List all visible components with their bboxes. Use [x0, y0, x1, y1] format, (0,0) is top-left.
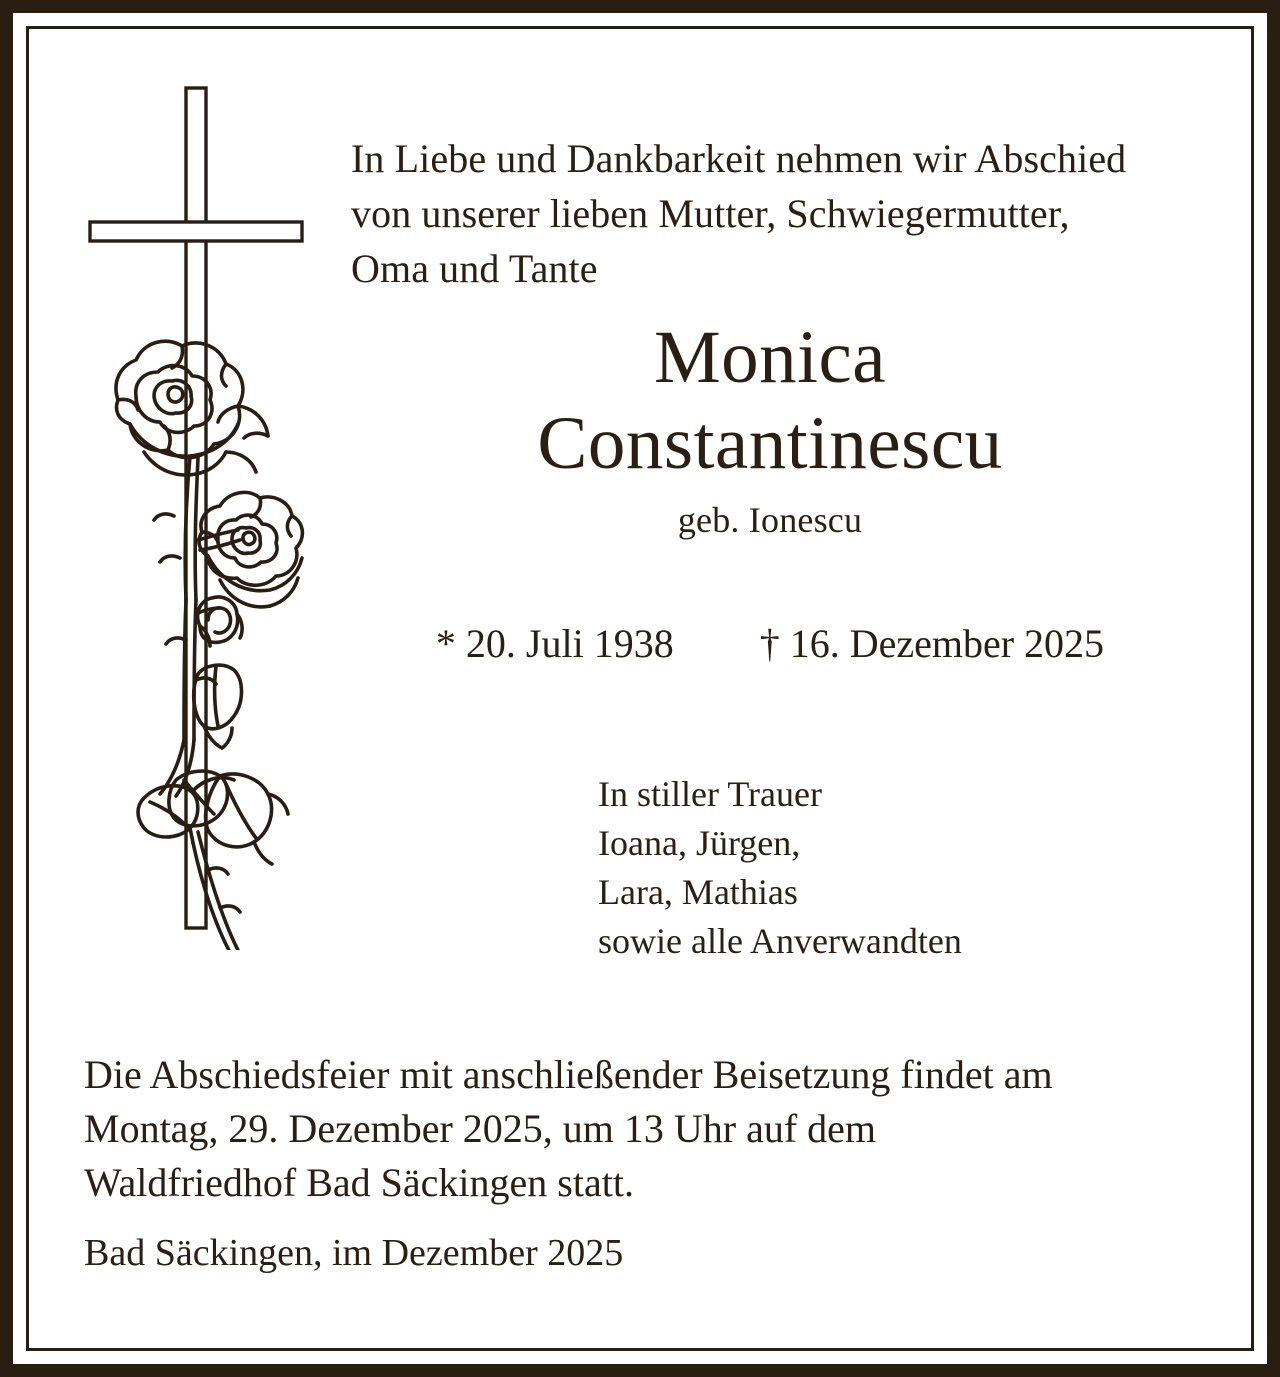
mourners-line-2: Ioana, Jürgen,: [598, 823, 801, 863]
rose-icon: [116, 341, 302, 950]
ceremony-line-1: Die Abschiedsfeier mit anschließender Beisetzung findet am: [84, 1052, 1053, 1097]
maiden-name: geb. Ionescu: [677, 500, 863, 540]
deceased-name-block: [330, 316, 1210, 546]
mourners-line-3: Lara, Mathias: [598, 872, 798, 912]
mourners-line-1: In stiller Trauer: [598, 774, 822, 814]
intro-text: [351, 131, 1231, 296]
mourners-line-4: sowie alle Anverwandten: [598, 921, 962, 961]
intro-line-3: Oma und Tante: [351, 246, 598, 291]
ceremony-details: [84, 1048, 1194, 1210]
family-name: Constantinescu: [537, 402, 1003, 485]
mourners-block: [598, 770, 962, 966]
intro-line-1: In Liebe und Dankbarkeit nehmen wir Abschied: [351, 136, 1127, 181]
cross-and-roses-illustration: [80, 80, 330, 950]
ceremony-line-3: Waldfriedhof Bad Säckingen statt.: [84, 1160, 634, 1205]
ceremony-line-2: Montag, 29. Dezember 2025, um 13 Uhr auf dem: [84, 1106, 877, 1151]
intro-line-2: von unserer lieben Mutter, Schwiegermutter,: [351, 191, 1070, 236]
given-name: Monica: [653, 316, 887, 399]
birth-date: * 20. Juli 1938: [435, 621, 674, 666]
life-dates: [330, 620, 1210, 668]
death-date: † 16. Dezember 2025: [759, 621, 1105, 666]
place-and-date: Bad Säckingen, im Dezember 2025: [84, 1232, 624, 1274]
